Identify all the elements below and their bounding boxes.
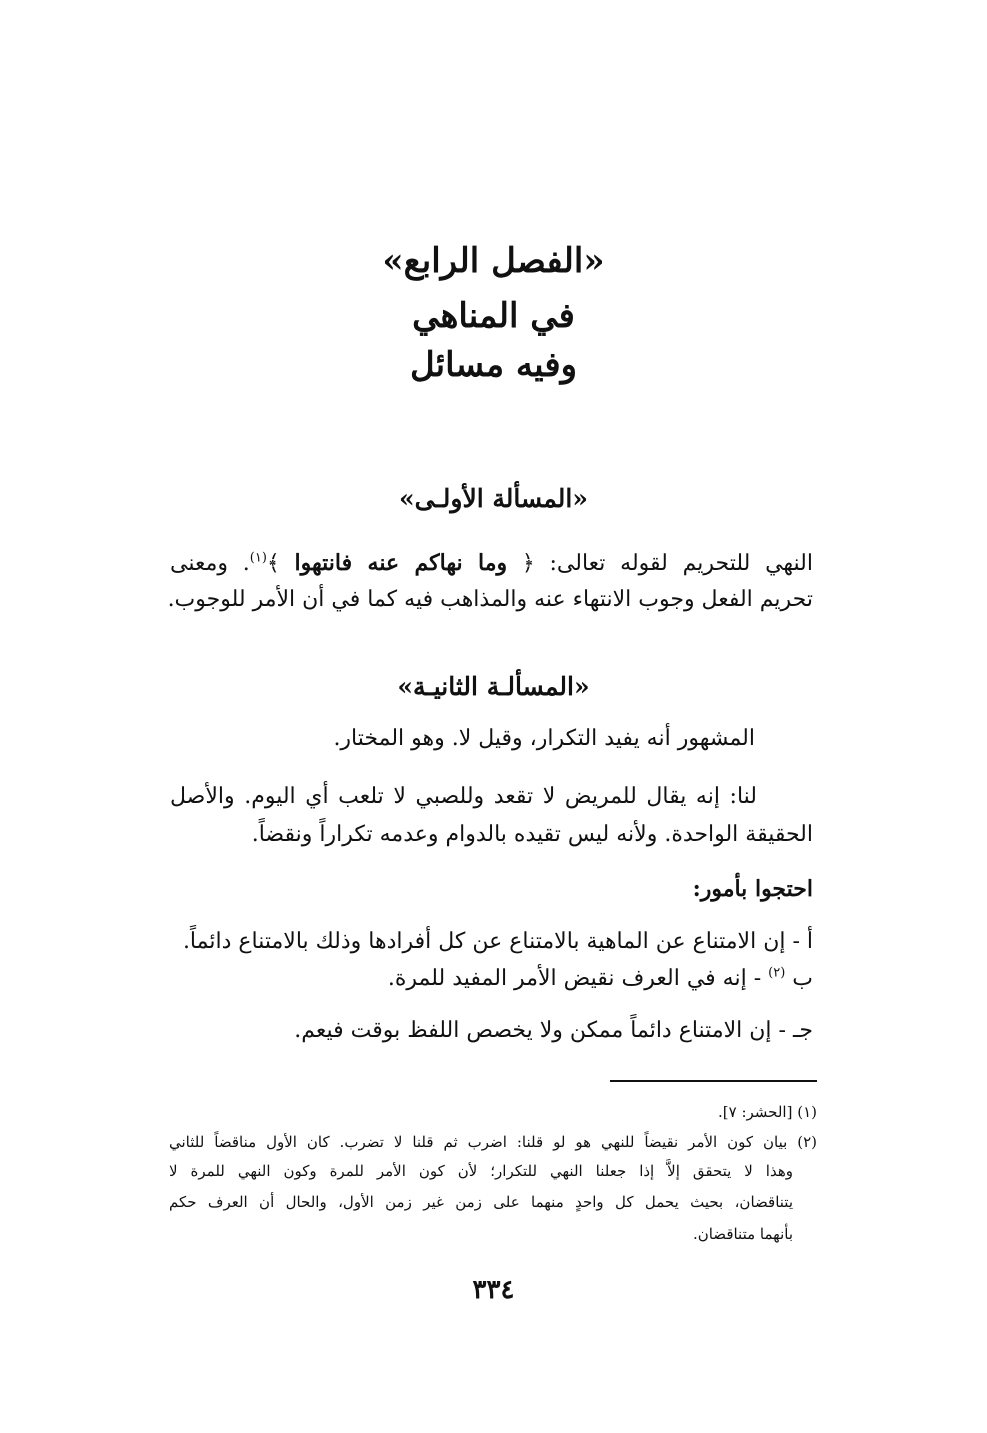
section1-line2: تحريم الفعل وجوب الانتهاء عنه والمذاهب فيه كما في أن الأمر للوجوب.: [167, 587, 813, 612]
section2-line2: لنا: إنه يقال للمريض لا تقعد وللصبي لا تلعب أي اليوم. والأصل: [170, 784, 757, 809]
footnote-2-line4: بأنهما متناقضان.: [692, 1225, 793, 1243]
quran-verse: وما نهاكم عنه فانتهوا: [294, 550, 508, 576]
argument-b-text: - إنه في العرف نقيض الأمر المفيد للمرة.: [387, 966, 762, 991]
argument-item-c: جـ - إن الامتناع دائماً ممكن ولا يخصص اللفظ بوقت فيعم.: [294, 1018, 813, 1043]
footnote-separator: [610, 1080, 817, 1082]
section2-line3: الحقيقة الواحدة. ولأنه ليس تقيده بالدوام وعدمه تكراراً ونقضاً.: [251, 822, 813, 847]
chapter-subtitle-issues: وفيه مسائل: [409, 345, 578, 385]
argument-item-b: [170, 966, 813, 992]
section1-line1-intro: النهي للتحريم لقوله تعالى: ﴿: [507, 551, 813, 576]
page-number: ٣٣٤: [472, 1275, 515, 1305]
footnote-1: (١) [الحشر: ٧].: [718, 1103, 817, 1121]
chapter-subtitle-topic: في المناهي: [412, 296, 575, 336]
section1-heading: «المسألة الأولـى»: [399, 484, 588, 513]
verse-bracket-close: ﴾: [266, 551, 295, 576]
chapter-title: «الفصل الرابع»: [382, 241, 605, 281]
argument-item-a: أ - إن الامتناع عن الماهية بالامتناع عن كل أفرادها وذلك بالامتناع دائماً.: [182, 929, 813, 954]
section1-line1-end: . ومعنى: [170, 551, 250, 576]
footnote-2-line3: يتناقضان، بحيث يحمل كل واحدٍ منهما على زمن غير زمن الأول، والحال أن العرف حكم: [169, 1193, 793, 1211]
footnote-2-line2: وهذا لا يتحقق إلاَّ إذا جعلنا النهي للتكرار؛ لأن كون الأمر للمرة وكون النهي للمرة لا: [169, 1162, 793, 1180]
footnote-2-line1: (٢) بيان كون الأمر نقيضاً للنهي هو لو قلنا: اضرب ثم قلنا لا تضرب. كان الأول مناقضاً للثاني: [169, 1133, 817, 1151]
footnote-ref-1: (١): [249, 550, 267, 566]
section2-heading: «المسألـة الثانيـة»: [397, 672, 590, 701]
section1-line1: [170, 550, 813, 577]
argument-b-letter: ب: [792, 966, 813, 991]
section2-line1: المشهور أنه يفيد التكرار، وقيل لا. وهو المختار.: [333, 726, 755, 751]
arguments-heading: احتجوا بأمور:: [692, 876, 813, 902]
footnote-ref-2: (٢): [768, 965, 786, 981]
